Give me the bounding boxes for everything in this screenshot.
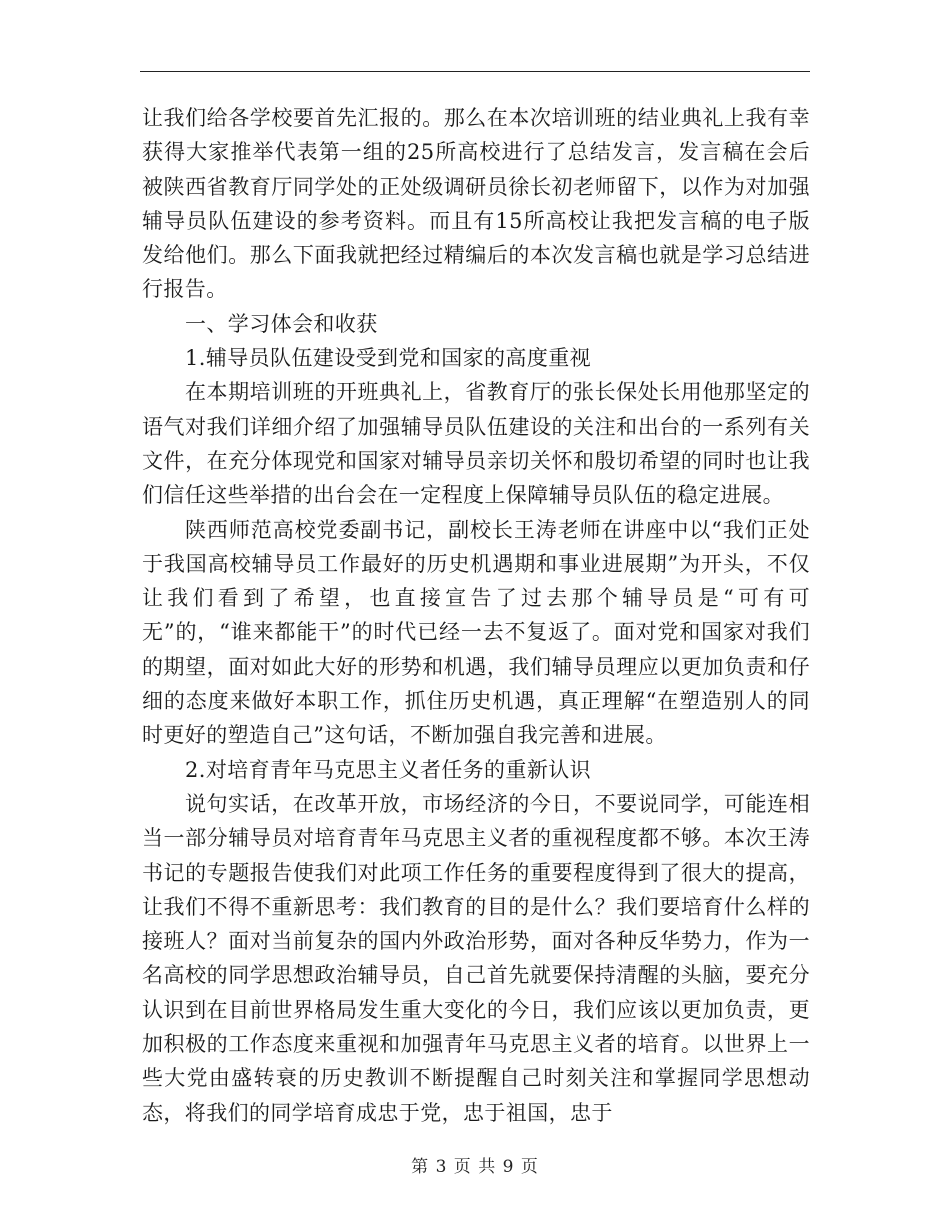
document-body xyxy=(142,101,810,1130)
paragraph-marxist-training: 说句实话，在改革开放，市场经济的今日，不要说同学，可能连相当一部分辅导员对培育青年马克思主义者的重视程度都不够。本次王涛书记的专题报告使我们对此项工作任务的重要程度得到了很大的提高，让我们不得不重新思考：我们教育的目的是什么？我们要培育什么样的接班人？面对当前复杂的国内外政治形势，面对各种反华势力，作为一名高校的同学思想政治辅导员，自己首先就要保持清醒的头脑，要充分认识到在目前世界格局发生重大变化的今日，我们应该以更加负责，更加积极的工作态度来重视和加强青年马克思主义者的培育。以世界上一些大党由盛转衰的历史教训不断提醒自己时刻关注和掌握同学思想动态，将我们的同学培育成忠于党，忠于祖国，忠于 xyxy=(142,791,810,1125)
subsection-heading-2: 2.对培育青年马克思主义者任务的重新认识 xyxy=(185,757,592,782)
section-heading-1: 一、学习体会和收获 xyxy=(185,311,378,336)
subsection-heading-1: 1.辅导员队伍建设受到党和国家的高度重视 xyxy=(185,346,592,371)
paragraph-opening-ceremony: 在本期培训班的开班典礼上，省教育厅的张长保处长用他那坚定的语气对我们详细介绍了加强辅导员队伍建设的关注和出台的一系列有关文件，在充分体现党和国家对辅导员亲切关怀和殷切希望的同时也让我们信任这些举措的出台会在一定程度上保障辅导员队伍的稳定进展。 xyxy=(142,380,810,508)
header-rule xyxy=(140,71,810,72)
page-number-footer: 第 3 页 共 9 页 xyxy=(411,1157,539,1177)
paragraph-continuation: 让我们给各学校要首先汇报的。那么在本次培训班的结业典礼上我有幸获得大家推举代表第一组的25所高校进行了总结发言，发言稿在会后被陕西省教育厅同学处的正处级调研员徐长初老师留下，以作为对加强辅导员队伍建设的参考资料。而且有15所高校让我把发言稿的电子版发给他们。那么下面我就把经过精编后的本次发言稿也就是学习总结进行报告。 xyxy=(142,106,810,302)
paragraph-lecture: 陕西师范高校党委副书记，副校长王涛老师在讲座中以“我们正处于我国高校辅导员工作最好的历史机遇期和事业进展期”为开头，不仅让我们看到了希望，也直接宣告了过去那个辅导员是“可有可无”的，“谁来都能干”的时代已经一去不复返了。面对党和国家对我们的期望，面对如此大好的形势和机遇，我们辅导员理应以更加负责和仔细的态度来做好本职工作，抓住历史机遇，真正理解“在塑造别人的同时更好的塑造自己”这句话，不断加强自我完善和进展。 xyxy=(142,517,810,748)
